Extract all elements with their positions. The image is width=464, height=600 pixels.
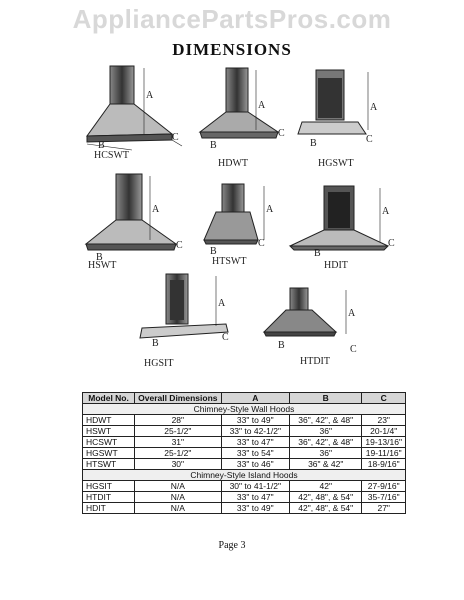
cell-b: 42", 48", & 54" [290,492,362,503]
cell-b: 36" & 42" [290,459,362,470]
table-header-row [83,393,406,404]
dim-label-b: B [314,248,321,259]
cell-model: HTSWT [83,459,135,470]
cell-c: 27" [362,503,406,514]
figure-label-hdit: HDIT [324,260,348,271]
cell-c: 27-9/16" [362,481,406,492]
dim-label-b: B [96,252,103,263]
dim-label-a: A [258,100,266,111]
section-title-wall-hoods: Chimney-Style Wall Hoods [83,404,406,415]
dim-label-a: A [382,206,390,217]
header-b: B [290,393,362,404]
cell-b: 36" [290,426,362,437]
cell-overall: 28" [135,415,221,426]
dim-label-a: A [348,308,356,319]
dim-label-c: C [350,344,357,355]
table-row [83,459,406,470]
dim-label-c: C [176,240,183,251]
cell-overall: N/A [135,492,221,503]
hood-illustration-hswt [76,168,186,271]
table-row [83,481,406,492]
table-row [83,448,406,459]
dim-label-c: C [222,332,229,343]
figure-label-hswt: HSWT [88,260,117,271]
hood-illustration-hgswt [296,68,396,169]
figure-label-htdit: HTDIT [300,356,330,367]
figure-label-htswt: HTSWT [212,256,247,267]
hood-illustration-htswt [196,182,276,267]
figure-label-hdwt: HDWT [218,158,248,169]
cell-b: 42", 48", & 54" [290,503,362,514]
page-heading: DIMENSIONS [172,40,292,59]
watermark-text: AppliancePartsPros.com [72,4,392,34]
cell-overall: 31" [135,437,221,448]
dim-label-a: A [152,204,160,215]
cell-overall: N/A [135,503,221,514]
cell-model: HGSWT [83,448,135,459]
dim-label-b: B [278,340,285,351]
cell-a: 33" to 54" [221,448,290,459]
figure-label-hcswt: HCSWT [94,150,129,161]
dim-label-c: C [172,132,179,143]
dim-label-a: A [370,102,378,113]
cell-a: 33" to 47" [221,492,290,503]
header-c: C [362,393,406,404]
cell-a: 33" to 47" [221,437,290,448]
cell-c: 19-11/16" [362,448,406,459]
cell-c: 23" [362,415,406,426]
dim-label-b: B [210,140,217,151]
table-row [83,437,406,448]
cell-model: HGSIT [83,481,135,492]
cell-c: 18-9/16" [362,459,406,470]
cell-a: 33" to 49" [221,415,290,426]
cell-model: HDIT [83,503,135,514]
cell-model: HTDIT [83,492,135,503]
dim-label-b: B [152,338,159,349]
cell-a: 33" to 42-1/2" [221,426,290,437]
cell-c: 35-7/16" [362,492,406,503]
section-row-island-hoods [83,470,406,481]
cell-b: 36" [290,448,362,459]
header-model-no: Model No. [83,393,135,404]
header-overall-dimensions: Overall Dimensions [135,393,221,404]
section-row-wall-hoods [83,404,406,415]
dim-label-c: C [388,238,395,249]
hood-illustration-hgsit [136,272,246,369]
cell-c: 19-13/16" [362,437,406,448]
table-row [83,415,406,426]
dim-label-a: A [146,90,154,101]
cell-overall: N/A [135,481,221,492]
cell-b: 36", 42", & 48" [290,437,362,448]
section-title-island-hoods: Chimney-Style Island Hoods [83,470,406,481]
figure-label-hgswt: HGSWT [318,158,354,169]
dim-label-c: C [258,238,265,249]
dim-label-b: B [210,246,217,257]
table-row [83,503,406,514]
cell-a: 33" to 49" [221,503,290,514]
figure-label-hgsit: HGSIT [144,358,174,369]
header-a: A [221,393,290,404]
cell-model: HDWT [83,415,135,426]
page-number: Page 3 [218,540,246,551]
cell-a: 30" to 41-1/2" [221,481,290,492]
cell-a: 33" to 46" [221,459,290,470]
dim-label-b: B [98,140,105,151]
cell-model: HCSWT [83,437,135,448]
hood-illustration-hdwt [190,64,290,169]
dimensions-table [82,392,406,514]
hood-illustration-hdit [284,184,400,271]
dim-label-a: A [266,204,274,215]
hood-illustration-hcswt [72,64,192,161]
dim-label-c: C [366,134,373,145]
cell-overall: 25-1/2" [135,426,221,437]
cell-overall: 30" [135,459,221,470]
dim-label-a: A [218,298,226,309]
cell-b: 42" [290,481,362,492]
dim-label-b: B [310,138,317,149]
hood-illustration-htdit [256,286,366,366]
cell-overall: 25-1/2" [135,448,221,459]
cell-model: HSWT [83,426,135,437]
dim-label-c: C [278,128,285,139]
cell-b: 36", 42", & 48" [290,415,362,426]
table-row [83,426,406,437]
table-row [83,492,406,503]
cell-c: 20-1/4" [362,426,406,437]
